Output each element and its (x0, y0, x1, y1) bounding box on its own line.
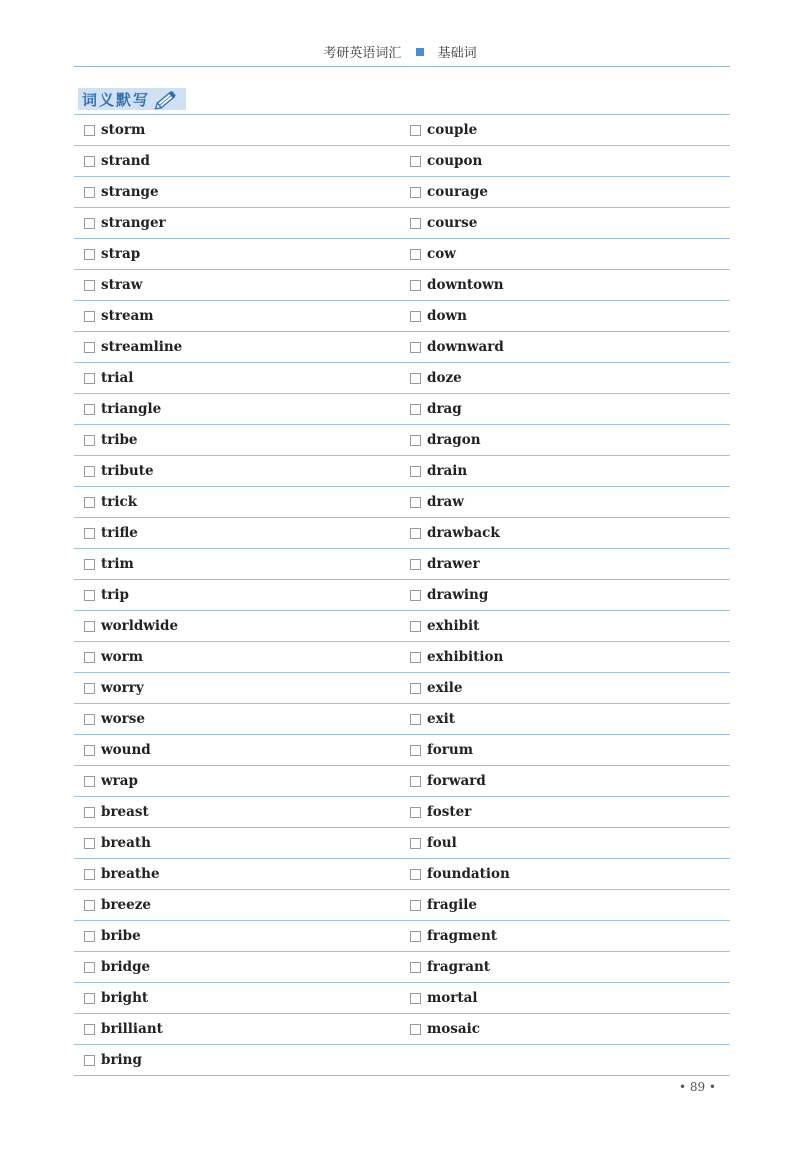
table-row (74, 301, 730, 332)
vocabulary-word: dragon (427, 432, 481, 448)
checkbox[interactable] (410, 900, 421, 911)
vocabulary-word: downtown (427, 277, 504, 293)
word-entry-left (84, 518, 138, 548)
vocabulary-word: breast (101, 804, 149, 820)
table-row (74, 208, 730, 239)
checkbox[interactable] (84, 528, 95, 539)
word-entry-right (410, 363, 462, 393)
vocabulary-word: course (427, 215, 478, 231)
checkbox[interactable] (410, 342, 421, 353)
word-entry-left (84, 549, 134, 579)
word-entry-left (84, 332, 182, 362)
checkbox[interactable] (84, 156, 95, 167)
vocabulary-word: exit (427, 711, 456, 727)
vocabulary-word: storm (101, 122, 146, 138)
word-entry-left (84, 425, 138, 455)
checkbox[interactable] (84, 745, 95, 756)
checkbox[interactable] (410, 125, 421, 136)
vocabulary-word: worry (101, 680, 144, 696)
table-row (74, 394, 730, 425)
table-row (74, 580, 730, 611)
vocabulary-word: fragile (427, 897, 477, 913)
checkbox[interactable] (410, 962, 421, 973)
vocabulary-word: trick (101, 494, 138, 510)
word-entry-left (84, 797, 149, 827)
vocabulary-word: forward (427, 773, 486, 789)
table-row (74, 363, 730, 394)
checkbox[interactable] (410, 652, 421, 663)
checkbox[interactable] (410, 466, 421, 477)
checkbox[interactable] (410, 311, 421, 322)
section-title-text: 词义默写 (82, 90, 151, 109)
word-entry-right (410, 859, 510, 889)
table-row (74, 983, 730, 1014)
word-entry-right (410, 518, 500, 548)
checkbox[interactable] (410, 590, 421, 601)
checkbox[interactable] (84, 590, 95, 601)
checkbox[interactable] (410, 249, 421, 260)
word-entry-right (410, 115, 477, 145)
section-label: 基础词 (437, 46, 477, 61)
checkbox[interactable] (410, 745, 421, 756)
word-entry-left (84, 1045, 142, 1075)
checkbox[interactable] (84, 776, 95, 787)
word-entry-left (84, 394, 161, 424)
word-entry-right (410, 580, 488, 610)
vocabulary-word: brilliant (101, 1021, 163, 1037)
word-entry-left (84, 735, 151, 765)
vocabulary-word: worm (101, 649, 144, 665)
table-row (74, 487, 730, 518)
vocabulary-word: coupon (427, 153, 483, 169)
vocabulary-word: bribe (101, 928, 141, 944)
vocabulary-list (74, 114, 730, 1076)
vocabulary-word: straw (101, 277, 143, 293)
checkbox[interactable] (84, 466, 95, 477)
square-bullet-icon (416, 48, 424, 56)
checkbox[interactable] (84, 683, 95, 694)
page-header (0, 42, 800, 61)
checkbox[interactable] (84, 280, 95, 291)
word-entry-left (84, 456, 154, 486)
vocabulary-word: foul (427, 835, 457, 851)
checkbox[interactable] (84, 373, 95, 384)
vocabulary-word: breathe (101, 866, 160, 882)
checkbox[interactable] (410, 714, 421, 725)
checkbox[interactable] (410, 807, 421, 818)
vocabulary-word: strap (101, 246, 141, 262)
checkbox[interactable] (84, 249, 95, 260)
word-entry-left (84, 487, 137, 517)
word-entry-right (410, 673, 462, 703)
checkbox[interactable] (84, 342, 95, 353)
vocabulary-word: breath (101, 835, 151, 851)
word-entry-right (410, 301, 467, 331)
table-row (74, 270, 730, 301)
vocabulary-word: streamline (101, 339, 183, 355)
word-entry-left (84, 828, 151, 858)
checkbox[interactable] (84, 404, 95, 415)
word-entry-right (410, 425, 481, 455)
table-row (74, 114, 730, 146)
word-entry-right (410, 270, 504, 300)
vocabulary-word: cow (427, 246, 456, 262)
vocabulary-word: foundation (427, 866, 510, 882)
vocabulary-word: bright (101, 990, 149, 1006)
word-entry-left (84, 611, 178, 641)
table-row (74, 549, 730, 580)
table-row (74, 766, 730, 797)
vocabulary-word: breeze (101, 897, 151, 913)
page-number: • 89 • (678, 1080, 716, 1094)
word-entry-right (410, 146, 482, 176)
vocabulary-word: forum (427, 742, 474, 758)
checkbox[interactable] (84, 311, 95, 322)
table-row (74, 146, 730, 177)
vocabulary-word: triangle (101, 401, 162, 417)
table-row (74, 921, 730, 952)
checkbox[interactable] (410, 993, 421, 1004)
word-entry-left (84, 673, 144, 703)
checkbox[interactable] (410, 497, 421, 508)
word-entry-right (410, 766, 486, 796)
checkbox[interactable] (410, 528, 421, 539)
vocabulary-word: bring (101, 1052, 142, 1068)
word-entry-left (84, 642, 143, 672)
vocabulary-word: trip (101, 587, 129, 603)
vocabulary-word: drain (427, 463, 468, 479)
checkbox[interactable] (410, 869, 421, 880)
table-row (74, 704, 730, 735)
word-entry-left (84, 766, 138, 796)
checkbox[interactable] (84, 1055, 95, 1066)
word-entry-right (410, 611, 479, 641)
vocabulary-word: trial (101, 370, 134, 386)
checkbox[interactable] (410, 280, 421, 291)
checkbox[interactable] (84, 559, 95, 570)
table-row (74, 797, 730, 828)
checkbox[interactable] (84, 838, 95, 849)
word-entry-right (410, 704, 455, 734)
word-entry-right (410, 797, 471, 827)
checkbox[interactable] (84, 435, 95, 446)
table-row (74, 1014, 730, 1045)
word-entry-right (410, 952, 490, 982)
word-entry-left (84, 890, 151, 920)
vocabulary-word: exhibition (427, 649, 504, 665)
word-entry-left (84, 208, 166, 238)
checkbox[interactable] (84, 962, 95, 973)
word-entry-right (410, 735, 473, 765)
vocabulary-word: stranger (101, 215, 166, 231)
pencil-icon (154, 88, 180, 110)
checkbox[interactable] (84, 621, 95, 632)
table-row (74, 890, 730, 921)
vocabulary-word: tribe (101, 432, 138, 448)
checkbox[interactable] (84, 993, 95, 1004)
word-entry-left (84, 921, 141, 951)
word-entry-left (84, 301, 154, 331)
vocabulary-word: downward (427, 339, 504, 355)
checkbox[interactable] (84, 807, 95, 818)
checkbox[interactable] (84, 1024, 95, 1035)
checkbox[interactable] (410, 931, 421, 942)
checkbox[interactable] (410, 187, 421, 198)
word-entry-left (84, 952, 150, 982)
vocabulary-word: courage (427, 184, 488, 200)
checkbox[interactable] (84, 869, 95, 880)
word-entry-right (410, 394, 462, 424)
checkbox[interactable] (410, 559, 421, 570)
word-entry-left (84, 1014, 163, 1044)
table-row (74, 1045, 730, 1076)
checkbox[interactable] (410, 621, 421, 632)
table-row (74, 952, 730, 983)
table-row (74, 735, 730, 766)
checkbox[interactable] (410, 156, 421, 167)
vocabulary-word: bridge (101, 959, 151, 975)
word-entry-left (84, 270, 142, 300)
vocabulary-word: down (427, 308, 467, 324)
vocabulary-word: trim (101, 556, 134, 572)
word-entry-right (410, 239, 456, 269)
section-title (78, 88, 186, 110)
checkbox[interactable] (84, 931, 95, 942)
table-row (74, 828, 730, 859)
word-entry-right (410, 549, 480, 579)
checkbox[interactable] (84, 714, 95, 725)
vocabulary-word: fragrant (427, 959, 491, 975)
word-entry-left (84, 363, 133, 393)
checkbox[interactable] (410, 838, 421, 849)
vocabulary-word: exhibit (427, 618, 480, 634)
vocabulary-word: doze (427, 370, 462, 386)
table-row (74, 673, 730, 704)
vocabulary-word: drawback (427, 525, 500, 541)
table-row (74, 859, 730, 890)
checkbox[interactable] (84, 187, 95, 198)
vocabulary-word: drag (427, 401, 462, 417)
checkbox[interactable] (410, 404, 421, 415)
table-row (74, 611, 730, 642)
word-entry-left (84, 177, 159, 207)
vocabulary-word: stream (101, 308, 154, 324)
word-entry-right (410, 828, 457, 858)
vocabulary-word: trifle (101, 525, 138, 541)
word-entry-right (410, 1014, 480, 1044)
table-row (74, 425, 730, 456)
checkbox[interactable] (84, 497, 95, 508)
word-entry-left (84, 859, 160, 889)
checkbox[interactable] (84, 900, 95, 911)
checkbox[interactable] (84, 652, 95, 663)
vocabulary-word: couple (427, 122, 478, 138)
vocabulary-word: strange (101, 184, 159, 200)
word-entry-left (84, 983, 148, 1013)
vocabulary-word: exile (427, 680, 463, 696)
book-title: 考研英语词汇 (323, 46, 402, 61)
vocabulary-word: foster (427, 804, 472, 820)
word-entry-left (84, 115, 145, 145)
vocabulary-word: worse (101, 711, 145, 727)
table-row (74, 518, 730, 549)
vocabulary-word: mosaic (427, 1021, 480, 1037)
word-entry-left (84, 146, 150, 176)
table-row (74, 332, 730, 363)
word-entry-right (410, 177, 488, 207)
word-entry-right (410, 890, 477, 920)
checkbox[interactable] (410, 683, 421, 694)
vocabulary-word: fragment (427, 928, 498, 944)
vocabulary-word: worldwide (101, 618, 179, 634)
vocabulary-word: wrap (101, 773, 138, 789)
word-entry-left (84, 239, 140, 269)
checkbox[interactable] (84, 125, 95, 136)
checkbox[interactable] (84, 218, 95, 229)
table-row (74, 177, 730, 208)
checkbox[interactable] (410, 373, 421, 384)
header-divider (74, 66, 730, 67)
word-entry-right (410, 332, 504, 362)
checkbox[interactable] (410, 218, 421, 229)
checkbox[interactable] (410, 1024, 421, 1035)
word-entry-left (84, 704, 145, 734)
checkbox[interactable] (410, 435, 421, 446)
word-entry-right (410, 921, 497, 951)
word-entry-left (84, 580, 129, 610)
vocabulary-word: drawing (427, 587, 489, 603)
vocabulary-word: drawer (427, 556, 480, 572)
checkbox[interactable] (410, 776, 421, 787)
word-entry-right (410, 983, 478, 1013)
vocabulary-word: tribute (101, 463, 154, 479)
vocabulary-word: draw (427, 494, 464, 510)
word-entry-right (410, 487, 464, 517)
vocabulary-word: mortal (427, 990, 478, 1006)
vocabulary-word: strand (101, 153, 150, 169)
table-row (74, 239, 730, 270)
vocabulary-word: wound (101, 742, 151, 758)
word-entry-right (410, 456, 467, 486)
table-row (74, 456, 730, 487)
table-row (74, 642, 730, 673)
word-entry-right (410, 642, 503, 672)
word-entry-right (410, 208, 477, 238)
